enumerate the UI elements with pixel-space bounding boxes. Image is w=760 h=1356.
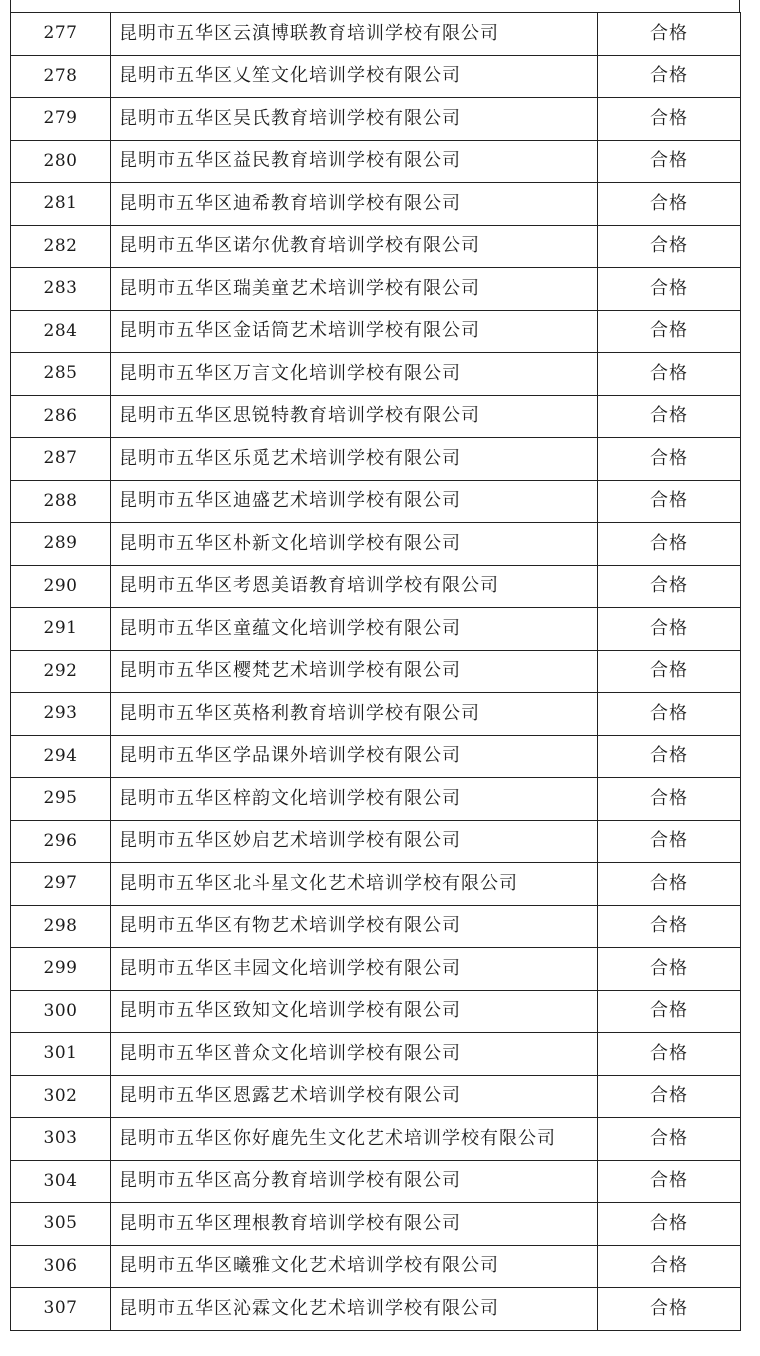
row-number-cell: 289 <box>11 523 111 566</box>
table-row <box>11 1075 741 1118</box>
result-cell: 合格 <box>598 905 741 948</box>
result-cell: 合格 <box>598 1075 741 1118</box>
table-row <box>11 990 741 1033</box>
school-name-cell: 昆明市五华区学品课外培训学校有限公司 <box>111 735 598 778</box>
school-name-cell: 昆明市五华区迪盛艺术培训学校有限公司 <box>111 480 598 523</box>
table-row <box>11 905 741 948</box>
table-row <box>11 1118 741 1161</box>
result-cell: 合格 <box>598 225 741 268</box>
table-row <box>11 608 741 651</box>
result-cell: 合格 <box>598 608 741 651</box>
table-row <box>11 353 741 396</box>
table-row <box>11 395 741 438</box>
school-name-cell: 昆明市五华区迪希教育培训学校有限公司 <box>111 183 598 226</box>
row-number-cell: 307 <box>11 1288 111 1331</box>
school-name-cell: 昆明市五华区考恩美语教育培训学校有限公司 <box>111 565 598 608</box>
school-name-cell: 昆明市五华区云滇博联教育培训学校有限公司 <box>111 13 598 56</box>
school-name-cell: 昆明市五华区诺尔优教育培训学校有限公司 <box>111 225 598 268</box>
school-name-cell: 昆明市五华区普众文化培训学校有限公司 <box>111 1033 598 1076</box>
school-name-cell: 昆明市五华区沁霖文化艺术培训学校有限公司 <box>111 1288 598 1331</box>
result-cell: 合格 <box>598 480 741 523</box>
school-name-cell: 昆明市五华区乂笙文化培训学校有限公司 <box>111 55 598 98</box>
row-number-cell: 287 <box>11 438 111 481</box>
row-number-cell: 306 <box>11 1245 111 1288</box>
result-cell: 合格 <box>598 735 741 778</box>
table-row <box>11 565 741 608</box>
row-number-cell: 284 <box>11 310 111 353</box>
school-name-cell: 昆明市五华区益民教育培训学校有限公司 <box>111 140 598 183</box>
table-row <box>11 310 741 353</box>
row-number-cell: 295 <box>11 778 111 821</box>
school-name-cell: 昆明市五华区万言文化培训学校有限公司 <box>111 353 598 396</box>
table-row <box>11 1033 741 1076</box>
table-row <box>11 140 741 183</box>
table-row <box>11 523 741 566</box>
row-number-cell: 281 <box>11 183 111 226</box>
table-row <box>11 98 741 141</box>
row-number-cell: 300 <box>11 990 111 1033</box>
result-cell: 合格 <box>598 55 741 98</box>
result-cell: 合格 <box>598 1033 741 1076</box>
school-name-cell: 昆明市五华区致知文化培训学校有限公司 <box>111 990 598 1033</box>
school-name-cell: 昆明市五华区丰园文化培训学校有限公司 <box>111 948 598 991</box>
table-body <box>11 13 741 1331</box>
school-name-cell: 昆明市五华区朴新文化培训学校有限公司 <box>111 523 598 566</box>
row-number-cell: 303 <box>11 1118 111 1161</box>
row-number-cell: 294 <box>11 735 111 778</box>
result-cell: 合格 <box>598 948 741 991</box>
result-cell: 合格 <box>598 140 741 183</box>
table-row <box>11 735 741 778</box>
row-number-cell: 301 <box>11 1033 111 1076</box>
table-row <box>11 650 741 693</box>
result-cell: 合格 <box>598 1160 741 1203</box>
result-cell: 合格 <box>598 863 741 906</box>
table-row <box>11 1203 741 1246</box>
row-number-cell: 279 <box>11 98 111 141</box>
school-name-cell: 昆明市五华区樱梵艺术培训学校有限公司 <box>111 650 598 693</box>
row-number-cell: 278 <box>11 55 111 98</box>
result-cell: 合格 <box>598 268 741 311</box>
row-number-cell: 286 <box>11 395 111 438</box>
row-number-cell: 302 <box>11 1075 111 1118</box>
school-name-cell: 昆明市五华区金话筒艺术培训学校有限公司 <box>111 310 598 353</box>
school-name-cell: 昆明市五华区梓韵文化培训学校有限公司 <box>111 778 598 821</box>
row-number-cell: 291 <box>11 608 111 651</box>
row-number-cell: 290 <box>11 565 111 608</box>
school-name-cell: 昆明市五华区思锐特教育培训学校有限公司 <box>111 395 598 438</box>
result-cell: 合格 <box>598 820 741 863</box>
row-number-cell: 305 <box>11 1203 111 1246</box>
result-cell: 合格 <box>598 1118 741 1161</box>
result-cell: 合格 <box>598 990 741 1033</box>
row-number-cell: 304 <box>11 1160 111 1203</box>
table-row <box>11 225 741 268</box>
result-cell: 合格 <box>598 693 741 736</box>
table-row <box>11 948 741 991</box>
result-cell: 合格 <box>598 778 741 821</box>
result-cell: 合格 <box>598 98 741 141</box>
school-name-cell: 昆明市五华区理根教育培训学校有限公司 <box>111 1203 598 1246</box>
inspection-results-table <box>10 12 741 1331</box>
table-row <box>11 55 741 98</box>
result-cell: 合格 <box>598 1288 741 1331</box>
school-name-cell: 昆明市五华区曦雅文化艺术培训学校有限公司 <box>111 1245 598 1288</box>
result-cell: 合格 <box>598 438 741 481</box>
result-cell: 合格 <box>598 353 741 396</box>
table-row <box>11 693 741 736</box>
table-row <box>11 778 741 821</box>
result-cell: 合格 <box>598 395 741 438</box>
table-row <box>11 1245 741 1288</box>
inspection-results-table-container <box>10 12 740 1331</box>
row-number-cell: 292 <box>11 650 111 693</box>
result-cell: 合格 <box>598 1203 741 1246</box>
school-name-cell: 昆明市五华区你好鹿先生文化艺术培训学校有限公司 <box>111 1118 598 1161</box>
result-cell: 合格 <box>598 650 741 693</box>
result-cell: 合格 <box>598 310 741 353</box>
result-cell: 合格 <box>598 523 741 566</box>
school-name-cell: 昆明市五华区北斗星文化艺术培训学校有限公司 <box>111 863 598 906</box>
school-name-cell: 昆明市五华区恩露艺术培训学校有限公司 <box>111 1075 598 1118</box>
result-cell: 合格 <box>598 13 741 56</box>
row-number-cell: 277 <box>11 13 111 56</box>
table-row <box>11 13 741 56</box>
school-name-cell: 昆明市五华区吴氏教育培训学校有限公司 <box>111 98 598 141</box>
row-number-cell: 298 <box>11 905 111 948</box>
table-row <box>11 438 741 481</box>
school-name-cell: 昆明市五华区妙启艺术培训学校有限公司 <box>111 820 598 863</box>
row-number-cell: 296 <box>11 820 111 863</box>
school-name-cell: 昆明市五华区乐觅艺术培训学校有限公司 <box>111 438 598 481</box>
result-cell: 合格 <box>598 1245 741 1288</box>
row-number-cell: 283 <box>11 268 111 311</box>
table-top-edge <box>10 0 740 12</box>
school-name-cell: 昆明市五华区瑞美童艺术培训学校有限公司 <box>111 268 598 311</box>
table-row <box>11 1288 741 1331</box>
table-row <box>11 1160 741 1203</box>
school-name-cell: 昆明市五华区英格利教育培训学校有限公司 <box>111 693 598 736</box>
result-cell: 合格 <box>598 565 741 608</box>
school-name-cell: 昆明市五华区有物艺术培训学校有限公司 <box>111 905 598 948</box>
row-number-cell: 282 <box>11 225 111 268</box>
row-number-cell: 288 <box>11 480 111 523</box>
table-row <box>11 820 741 863</box>
table-row <box>11 183 741 226</box>
table-row <box>11 480 741 523</box>
school-name-cell: 昆明市五华区高分教育培训学校有限公司 <box>111 1160 598 1203</box>
row-number-cell: 299 <box>11 948 111 991</box>
table-row <box>11 268 741 311</box>
school-name-cell: 昆明市五华区童蕴文化培训学校有限公司 <box>111 608 598 651</box>
row-number-cell: 297 <box>11 863 111 906</box>
row-number-cell: 285 <box>11 353 111 396</box>
row-number-cell: 280 <box>11 140 111 183</box>
result-cell: 合格 <box>598 183 741 226</box>
row-number-cell: 293 <box>11 693 111 736</box>
table-row <box>11 863 741 906</box>
